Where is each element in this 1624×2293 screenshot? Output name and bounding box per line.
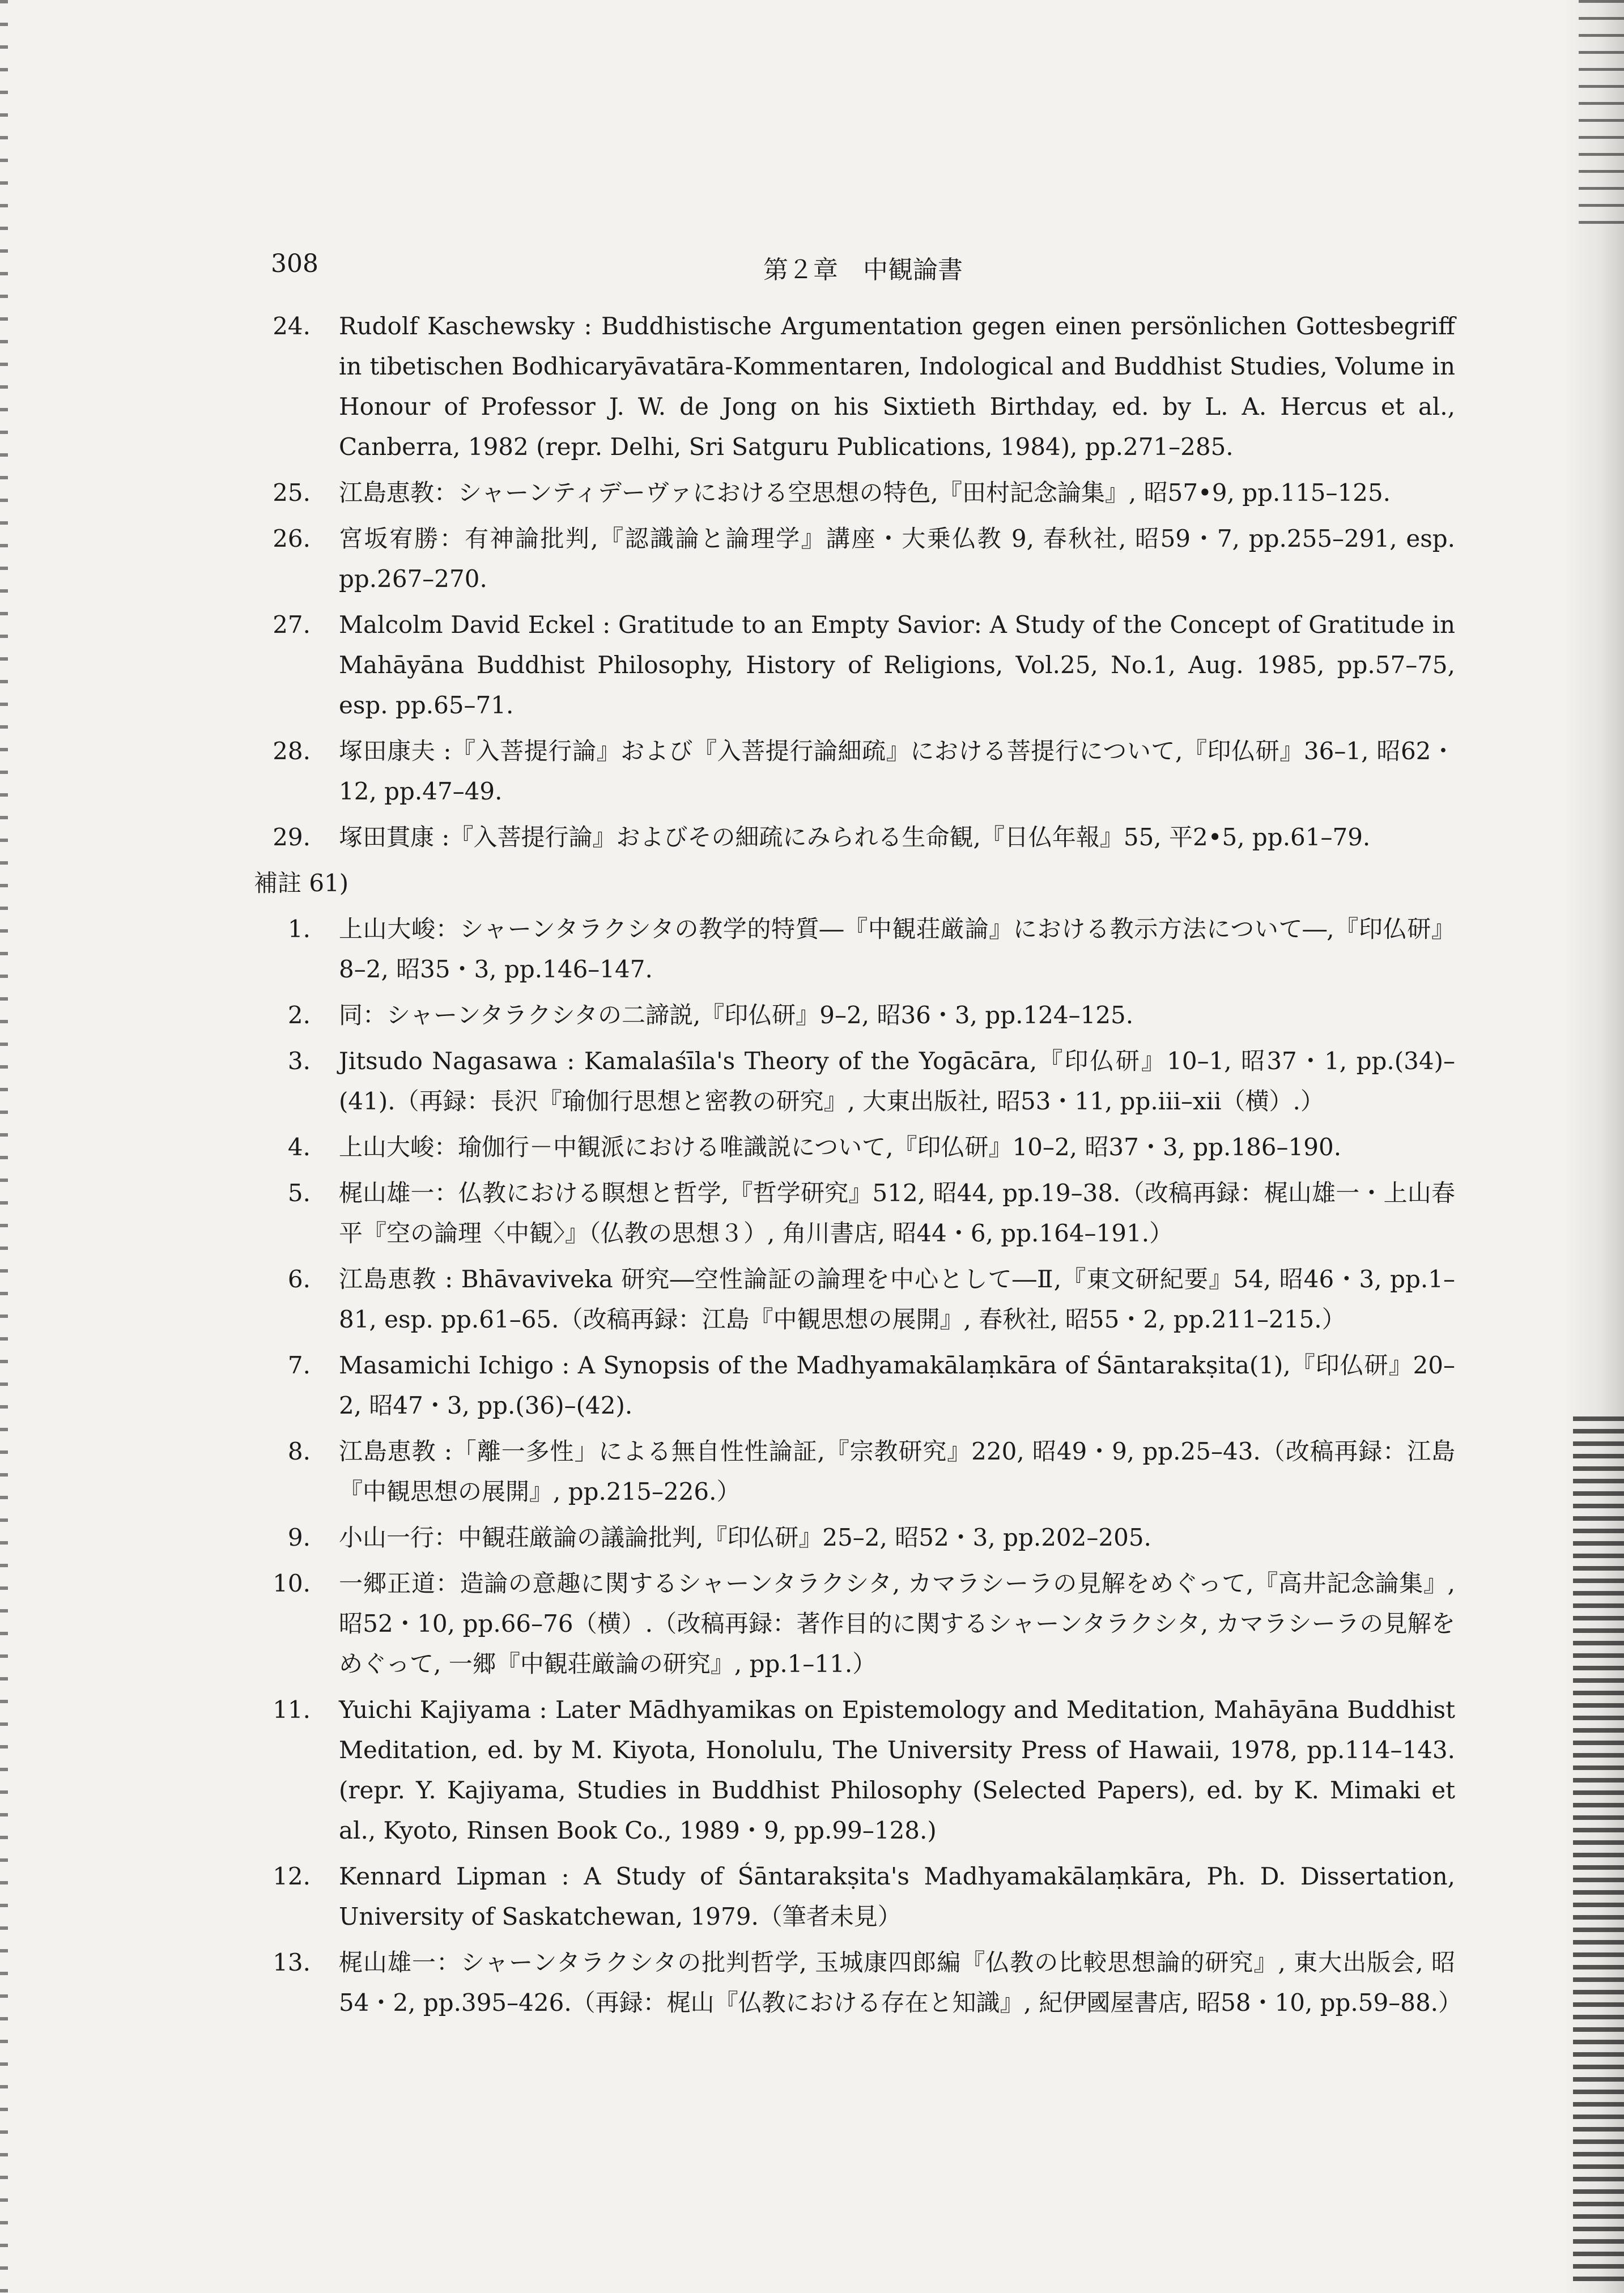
reference-text: 小山一行：中観荘厳論の議論批判,『印仏研』25–2, 昭52・3, pp.202–205. — [339, 1524, 1151, 1551]
reference-number: 25. — [273, 479, 311, 507]
reference-text: 江島恵教 :「離一多性」による無自性性論証,『宗教研究』220, 昭49・9, pp.25–43.（改稿再録：江島『中観思想の展開』, pp.215–226.） — [339, 1437, 1455, 1505]
references-body — [254, 306, 1463, 2028]
reference-text: 塚田康夫 :『入菩提行論』および『入菩提行論細疏』における菩提行について,『印仏研』36–1, 昭62・12, pp.47–49. — [339, 737, 1455, 805]
reference-number: 10. — [273, 1569, 311, 1597]
reference-text: 江島恵教 : Bhāvaviveka 研究―空性論証の論理を中心として―Ⅱ,『東文研紀要』54, 昭46・3, pp.1–81, esp. pp.61–65.（改稿再録：江島『中観思想の展開』, 春秋社, 昭55・2, pp.211–215.） — [339, 1265, 1455, 1333]
reference-entry — [271, 1041, 1455, 1121]
reference-text: 上山大峻：シャーンタラクシタの教学的特質―『中観荘厳論』における教示方法について―,『印仏研』8–2, 昭35・3, pp.146–147. — [339, 915, 1455, 983]
reference-entry — [271, 1127, 1455, 1167]
reference-number: 13. — [273, 1949, 311, 1976]
reference-text: 梶山雄一：仏教における瞑想と哲学,『哲学研究』512, 昭44, pp.19–38.（改稿再録：梶山雄一・上山春平『空の論理〈中観〉』（仏教の思想３）, 角川書店, 昭44・6, pp.164–191.） — [339, 1179, 1455, 1247]
reference-entry — [271, 1517, 1455, 1558]
reference-text: Masamichi Ichigo : A Synopsis of the Madhyamakālaṃkāra of Śāntarakṣita(1),『印仏研』20–2, 昭47・3, pp.(36)–(42). — [339, 1351, 1455, 1419]
reference-entry — [271, 1173, 1455, 1253]
page-header — [271, 249, 1455, 289]
reference-text: 梶山雄一：シャーンタラクシタの批判哲学, 玉城康四郎編『仏教の比較思想論的研究』, 東大出版会, 昭54・2, pp.395–426.（再録：梶山『仏教における存在と知識』, 紀伊國屋書店, 昭58・10, pp.59–88.） — [339, 1949, 1463, 2017]
section-heading: 補註 61) — [254, 869, 349, 897]
reference-number: 28. — [273, 737, 311, 765]
reference-number: 26. — [273, 525, 311, 552]
reference-number: 29. — [273, 823, 311, 851]
reference-entry — [271, 473, 1455, 513]
reference-number: 12. — [273, 1862, 311, 1890]
reference-text: Kennard Lipman : A Study of Śāntarakṣita's Madhyamakālaṃkāra, Ph. D. Dissertation, University of Saskatchewan, 1979.（筆者未見） — [339, 1862, 1455, 1930]
reference-list-b — [271, 909, 1463, 2023]
reference-entry — [271, 1345, 1455, 1426]
reference-entry — [271, 909, 1455, 989]
reference-list-a — [271, 306, 1455, 857]
reference-text: 宮坂宥勝：有神論批判,『認識論と論理学』講座・大乗仏教 9, 春秋社, 昭59・7, pp.255–291, esp. pp.267–270. — [339, 525, 1455, 593]
reference-entry — [271, 1942, 1463, 2023]
reference-number: 1. — [287, 915, 311, 943]
reference-entry — [271, 605, 1455, 725]
scan-edge-left — [0, 0, 8, 2293]
reference-entry — [271, 306, 1455, 467]
reference-text: Rudolf Kaschewsky : Buddhistische Argumentation gegen einen persönlichen Gottesbegriff in tibetischen Bodhicaryāvatāra-Kommentaren, Indological and Buddhist Studies, Volume in Honour of Professor J. W. de Jong on his Sixtieth Birthday, ed. by L. A. Hercus et al., Canberra, 1982 (repr. Delhi, Sri Satguru Publications, 1984), pp.271–285. — [339, 312, 1455, 461]
reference-text: 江島恵教：シャーンティデーヴァにおける空思想の特色,『田村記念論集』, 昭57•9, pp.115–125. — [339, 479, 1391, 507]
scan-edge-right-top — [1579, 0, 1624, 238]
reference-entry — [271, 731, 1455, 811]
reference-entry — [271, 995, 1455, 1035]
page-number: 308 — [271, 249, 318, 278]
reference-text: Malcolm David Eckel : Gratitude to an Empty Savior: A Study of the Concept of Gratitude in Mahāyāna Buddhist Philosophy, History of Religions, Vol.25, No.1, Aug. 1985, pp.57–75, esp. pp.65–71. — [339, 611, 1455, 719]
reference-text: 上山大峻：瑜伽行－中観派における唯識説について,『印仏研』10–2, 昭37・3, pp.186–190. — [339, 1133, 1342, 1161]
reference-entry — [271, 1563, 1455, 1684]
reference-entry — [271, 1856, 1455, 1937]
reference-number: 8. — [287, 1437, 311, 1465]
reference-number: 11. — [273, 1696, 311, 1724]
reference-number: 9. — [287, 1524, 311, 1551]
reference-number: 6. — [287, 1265, 311, 1293]
reference-text: 同：シャーンタラクシタの二諦説,『印仏研』9–2, 昭36・3, pp.124–125. — [339, 1001, 1134, 1029]
reference-number: 5. — [287, 1179, 311, 1207]
reference-entry — [271, 518, 1455, 599]
reference-entry — [271, 817, 1455, 857]
chapter-title: 第２章 中観論書 — [763, 256, 963, 284]
reference-entry — [271, 1259, 1455, 1339]
reference-number: 2. — [287, 1001, 311, 1029]
reference-text: Jitsudo Nagasawa : Kamalaśīla's Theory of the Yogācāra,『印仏研』10–1, 昭37・1, pp.(34)–(41).（再録：長沢『瑜伽行思想と密教の研究』, 大東出版社, 昭53・11, pp.iii–xii（横）.） — [339, 1047, 1455, 1115]
reference-number: 7. — [287, 1351, 311, 1379]
reference-number: 3. — [287, 1047, 311, 1075]
reference-text: 一郷正道：造論の意趣に関するシャーンタラクシタ, カマラシーラの見解をめぐって,『高井記念論集』, 昭52・10, pp.66–76（横）.（改稿再録：著作目的に関するシャーンタラクシタ, カマラシーラの見解をめぐって, 一郷『中観荘厳論の研究』, pp.1–11.） — [339, 1569, 1455, 1678]
reference-text: 塚田貫康 :『入菩提行論』およびその細疏にみられる生命観,『日仏年報』55, 平2•5, pp.61–79. — [339, 823, 1371, 851]
reference-entry — [271, 1431, 1455, 1512]
reference-entry — [271, 1690, 1455, 1850]
reference-number: 4. — [287, 1133, 311, 1161]
reference-number: 24. — [273, 312, 311, 340]
reference-number: 27. — [273, 611, 311, 639]
scan-edge-right-bars — [1573, 1416, 1624, 2289]
reference-text: Yuichi Kajiyama : Later Mādhyamikas on Epistemology and Meditation, Mahāyāna Buddhist Meditation, ed. by M. Kiyota, Honolulu, The University Press of Hawaii, 1978, pp.114–143. (repr. Y. Kajiyama, Studies in Buddhist Philosophy (Selected Papers), ed. by K. Mimaki et al., Kyoto, Rinsen Book Co., 1989・9, pp.99–128.) — [339, 1696, 1455, 1844]
